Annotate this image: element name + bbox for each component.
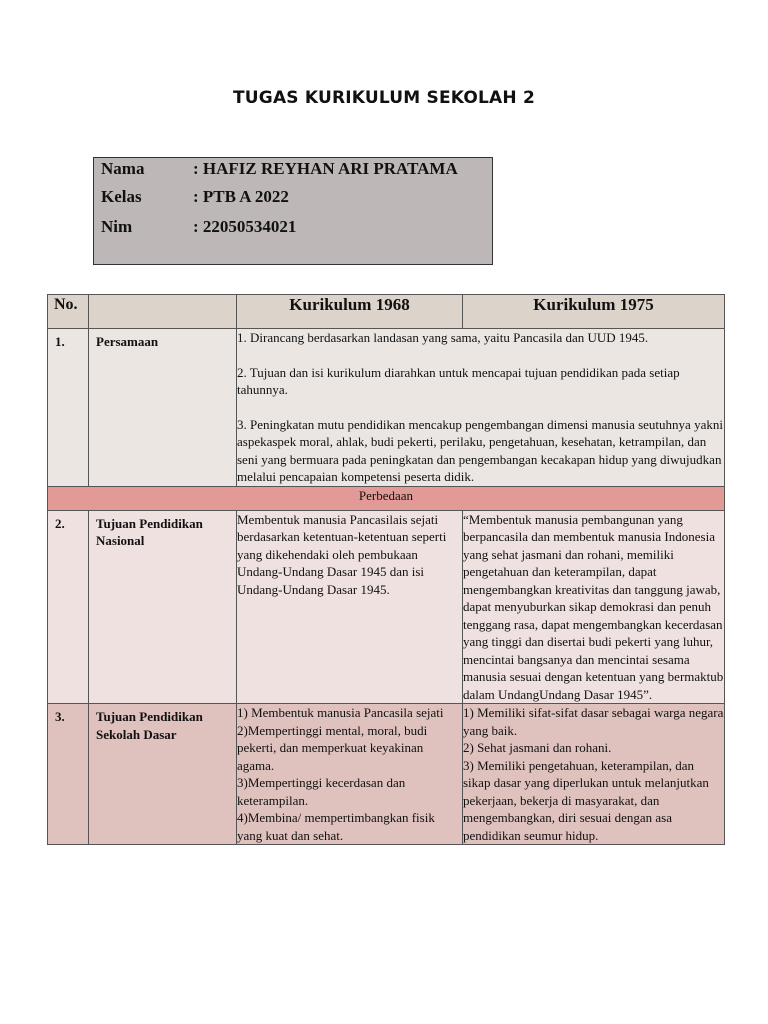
header-blank — [89, 295, 237, 329]
kelas-value: : PTB A 2022 — [193, 187, 289, 206]
table-row — [48, 704, 725, 845]
cell-kurikulum-1975: “Membentuk manusia pembangunan yang berpancasila dan membentuk manusia Indonesia yang sehat jasmani dan rohani, memiliki pengetahuan dan keterampilan, dapat mengembangkan kreativitas dan tanggung jawab, dapat menyuburkan sikap demokrasi dan penuh tenggang rasa, dapat mengembangkan kecerdasan yang tinggi dan disertai budi pekerti yang luhur, mencintai bangsanya dan mencintai sesama manusia sesuai dengan ketentuan yang bermaktub dalam UndangUndang Dasar 1945”. — [463, 511, 724, 702]
persamaan-point-3: 3. Peningkatan mutu pendidikan mencakup pengembangan dimensi manusia seutuhnya yakni aspekaspek moral, ahlak, budi pekerti, perilaku, pengetahuan, kesehatan, ketrampilan, dan seni yang bermuara pada peningkatan dan pengembangan kecakapan hidup yang diwujudkan melalui pencapaian kompetensi peserta didik. — [237, 416, 723, 484]
row-number: 1. — [48, 329, 89, 487]
persamaan-content — [237, 329, 725, 487]
row-label: Tujuan Pendidikan Nasional — [89, 510, 237, 704]
cell-kurikulum-1968: 1) Membentuk manusia Pancasila sejati 2)Mempertinggi mental, moral, budi pekerti, dan memperkuat keyakinan agama. 3)Mempertinggi kecerdasan dan keterampilan. 4)Membina/ mempertimbangkan fisik yang kuat dan sehat. — [237, 704, 463, 845]
curriculum-comparison-table — [47, 294, 725, 845]
header-kurikulum-1975: Kurikulum 1975 — [463, 295, 725, 329]
perbedaan-label: Perbedaan — [48, 486, 725, 510]
nim-label: Nim — [101, 217, 133, 236]
cell-kurikulum-1975: 1) Memiliki sifat-sifat dasar sebagai warga negara yang baik. 2) Sehat jasmani dan rohani. 3) Memiliki pengetahuan, keterampilan, dan sikap dasar yang diperlukan untuk melanjutkan pekerjaan, bekerja di masyarakat, dan mengembangkan, diri sesuai dengan asa pendidikan seumur hidup. — [463, 705, 724, 843]
row-number: 2. — [48, 510, 89, 704]
cell-kurikulum-1968: Membentuk manusia Pancasilais sejati berdasarkan ketentuan-ketentuan seperti yang dikehendaki oleh pembukaan Undang-Undang Dasar 1945 dan isi Undang-Undang Dasar 1945. — [237, 510, 463, 704]
persamaan-point-1: 1. Dirancang berdasarkan landasan yang sama, yaitu Pancasila dan UUD 1945. — [237, 330, 649, 345]
kelas-label: Kelas — [101, 187, 142, 206]
table-row — [48, 510, 725, 704]
perbedaan-band-row — [48, 486, 725, 510]
row-label: Persamaan — [89, 329, 237, 487]
nim-value: : 22050534021 — [193, 217, 297, 236]
row-number: 3. — [48, 704, 89, 845]
header-kurikulum-1968: Kurikulum 1968 — [237, 295, 463, 329]
table-row — [48, 329, 725, 487]
nama-value: : HAFIZ REYHAN ARI PRATAMA — [193, 159, 458, 178]
persamaan-point-2: 2. Tujuan dan isi kurikulum diarahkan untuk mencapai tujuan pendidikan pada setiap tahunnya. — [237, 364, 680, 397]
table-header-row — [48, 295, 725, 329]
row-label: Tujuan Pendidikan Sekolah Dasar — [89, 704, 237, 845]
identity-box — [93, 157, 493, 265]
document-title: TUGAS KURIKULUM SEKOLAH 2 — [233, 88, 535, 108]
header-no: No. — [48, 295, 89, 329]
nama-label: Nama — [101, 159, 145, 178]
